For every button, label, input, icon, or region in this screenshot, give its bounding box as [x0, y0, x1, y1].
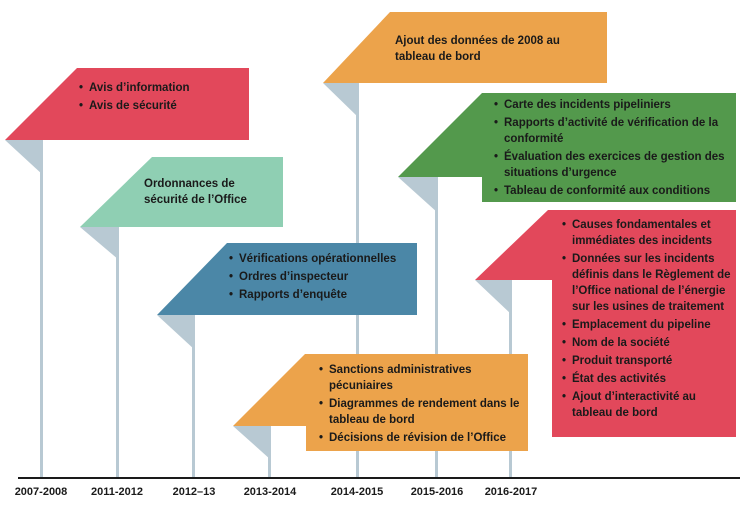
list-item: • Rapports d’activité de vérification de la conformité — [493, 115, 728, 147]
list-item: • Ajout d’interactivité au tableau de bord — [561, 389, 736, 421]
post-fold-2015 — [398, 177, 438, 213]
list-item: • Vérifications opérationnelles — [228, 251, 396, 267]
year-label-2016: 2016-2017 — [484, 486, 538, 498]
year-label-2013: 2013-2014 — [243, 486, 297, 498]
post-2007 — [40, 140, 43, 478]
year-label-2015: 2015-2016 — [410, 486, 464, 498]
post-2011 — [116, 227, 119, 478]
flag-2013-content — [318, 362, 523, 448]
list-item: • Ordres d’inspecteur — [228, 269, 396, 285]
year-label-2007: 2007-2008 — [14, 486, 68, 498]
list-item: • Causes fondamentales et immédiates des incidents — [561, 217, 736, 249]
text-line: sécurité de l’Office — [144, 194, 247, 206]
list-item: • Avis d’information — [78, 80, 190, 96]
list-item: • Données sur les incidents définis dans le Règlement de l’Office national de l’énergie sur les usines de traitement — [561, 251, 736, 315]
flag-2014-content — [395, 33, 560, 65]
list-item: • Avis de sécurité — [78, 98, 190, 114]
flag-2015-content — [493, 97, 728, 201]
list-item: • Nom de la société — [561, 335, 736, 351]
list-item: • Tableau de conformité aux conditions — [493, 183, 728, 199]
list-item: • Carte des incidents pipeliniers — [493, 97, 728, 113]
year-label-2012: 2012–13 — [172, 486, 216, 498]
post-fold-2013 — [233, 426, 271, 460]
list-item: • Emplacement du pipeline — [561, 317, 736, 333]
list-item: • Évaluation des exercices de gestion des situations d’urgence — [493, 149, 728, 181]
flag-2012-content — [228, 251, 396, 305]
list-item: • État des activités — [561, 371, 736, 387]
list-item: • Diagrammes de rendement dans le tableau de bord — [318, 396, 523, 428]
flag-2011-content — [144, 176, 247, 208]
post-fold-2016 — [475, 280, 512, 315]
list-item: • Rapports d’enquête — [228, 287, 396, 303]
list-item: • Produit transporté — [561, 353, 736, 369]
text-line: Ordonnances de — [144, 178, 235, 190]
flag-2007-content — [78, 80, 190, 116]
flag-2016-content — [561, 217, 736, 423]
text-line: tableau de bord — [395, 51, 481, 63]
post-fold-2011 — [80, 227, 119, 260]
list-item: • Décisions de révision de l’Office — [318, 430, 523, 446]
text-line: Ajout des données de 2008 au — [395, 35, 560, 47]
list-item: • Sanctions administratives pécuniaires — [318, 362, 523, 394]
year-label-2011: 2011-2012 — [91, 486, 143, 498]
post-fold-2014 — [323, 83, 359, 118]
timeline-axis — [18, 477, 740, 479]
post-fold-2012 — [157, 315, 195, 350]
post-fold-2007 — [5, 140, 43, 175]
year-label-2014: 2014-2015 — [330, 486, 384, 498]
